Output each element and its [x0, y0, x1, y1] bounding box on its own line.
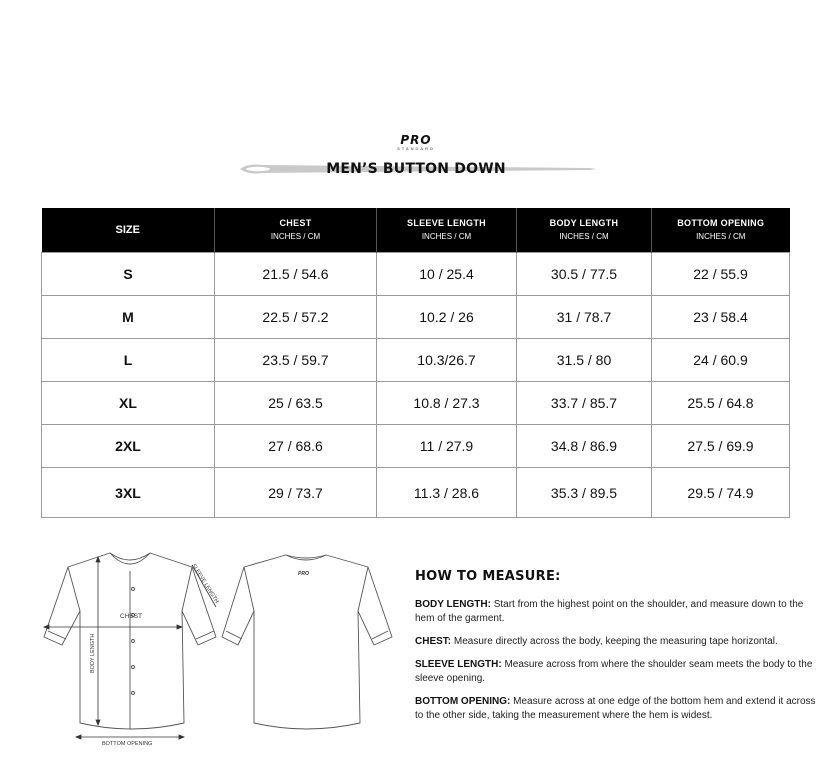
logo-mark: PRO — [400, 133, 432, 147]
body-length-cell: 30.5 / 77.5 — [517, 253, 652, 296]
measure-term: SLEEVE LENGTH: — [415, 659, 502, 670]
bottom-opening-label: BOTTOM OPENING — [102, 741, 153, 747]
measure-term: BOTTOM OPENING: — [415, 696, 511, 707]
back-logo: PRO — [298, 571, 309, 577]
measure-text: Measure across at one edge of the bottom hem and extend it across to the other side, taking the measurement where the hem is widest. — [415, 696, 816, 721]
chest-cell: 25 / 63.5 — [215, 382, 377, 425]
measure-text: Measure directly across the body, keeping the measuring tape horizontal. — [451, 636, 778, 647]
brand-logo — [388, 134, 444, 154]
measure-instruction — [415, 635, 825, 649]
measure-instruction — [415, 695, 825, 723]
chest-cell: 21.5 / 54.6 — [215, 253, 377, 296]
measure-instruction — [415, 658, 825, 686]
body-length-cell: 35.3 / 89.5 — [517, 468, 652, 518]
body-length-cell: 31.5 / 80 — [517, 339, 652, 382]
bottom-opening-cell: 29.5 / 74.9 — [652, 468, 790, 518]
sleeve-cell: 10 / 25.4 — [377, 253, 517, 296]
table-row — [42, 339, 790, 382]
how-to-measure-title: HOW TO MEASURE: — [415, 569, 561, 584]
chest-label: CHEST — [120, 613, 143, 620]
size-cell: 3XL — [42, 468, 215, 518]
sleeve-length-label: SLEEVE LENGTH — [190, 562, 220, 605]
size-cell: M — [42, 296, 215, 339]
how-to-measure-section — [415, 568, 825, 732]
header-sleeve-length: SLEEVE LENGTH INCHES / CM — [377, 208, 517, 253]
logo-subtext: STANDARD — [397, 146, 435, 151]
measure-text: Start from the highest point on the shoulder, and measure down to the hem of the garment. — [415, 599, 804, 624]
size-chart-table — [41, 208, 790, 518]
sleeve-cell: 11 / 27.9 — [377, 425, 517, 468]
sleeve-cell: 10.3/26.7 — [377, 339, 517, 382]
front-shirt-outline — [44, 553, 216, 729]
body-length-cell: 34.8 / 86.9 — [517, 425, 652, 468]
chest-cell: 27 / 68.6 — [215, 425, 377, 468]
header-body-length: BODY LENGTH INCHES / CM — [517, 208, 652, 253]
bottom-opening-cell: 23 / 58.4 — [652, 296, 790, 339]
sleeve-cell: 10.2 / 26 — [377, 296, 517, 339]
body-length-label: BODY LENGTH — [90, 633, 96, 673]
shirt-measurement-diagram — [36, 545, 406, 750]
measure-term: BODY LENGTH: — [415, 599, 491, 610]
bottom-opening-cell: 27.5 / 69.9 — [652, 425, 790, 468]
table-row — [42, 468, 790, 518]
header-bottom-opening: BOTTOM OPENING INCHES / CM — [652, 208, 790, 253]
measure-term: CHEST: — [415, 636, 452, 647]
table-row — [42, 425, 790, 468]
chest-cell: 23.5 / 59.7 — [215, 339, 377, 382]
size-cell: XL — [42, 382, 215, 425]
sleeve-cell: 10.8 / 27.3 — [377, 382, 517, 425]
bottom-opening-cell: 25.5 / 64.8 — [652, 382, 790, 425]
header-chest: CHEST INCHES / CM — [215, 208, 377, 253]
header-size: SIZE — [42, 208, 215, 253]
measure-instruction — [415, 598, 825, 626]
chest-cell: 29 / 73.7 — [215, 468, 377, 518]
body-length-cell: 31 / 78.7 — [517, 296, 652, 339]
table-row — [42, 382, 790, 425]
table-row — [42, 296, 790, 339]
back-shirt-outline — [222, 555, 392, 729]
measure-text: Measure across from where the shoulder seam meets the body to the sleeve opening. — [415, 659, 813, 684]
page-title: MEN’S BUTTON DOWN — [326, 161, 506, 177]
size-cell: S — [42, 253, 215, 296]
size-cell: 2XL — [42, 425, 215, 468]
bottom-opening-cell: 24 / 60.9 — [652, 339, 790, 382]
table-header-row — [42, 208, 790, 253]
sleeve-cell: 11.3 / 28.6 — [377, 468, 517, 518]
bottom-opening-cell: 22 / 55.9 — [652, 253, 790, 296]
table-row — [42, 253, 790, 296]
body-length-cell: 33.7 / 85.7 — [517, 382, 652, 425]
size-cell: L — [42, 339, 215, 382]
chest-cell: 22.5 / 57.2 — [215, 296, 377, 339]
